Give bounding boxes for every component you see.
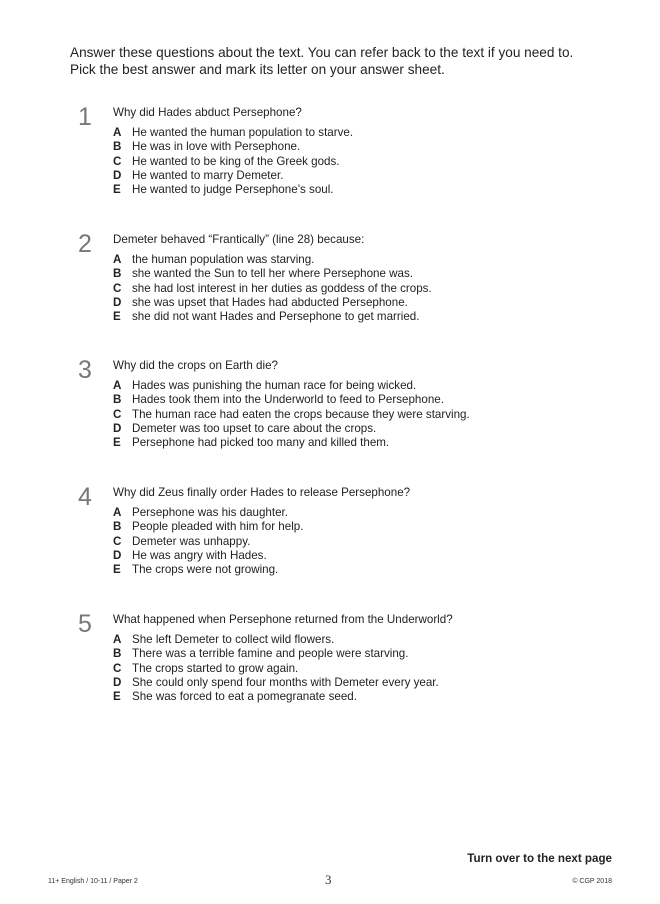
option-letter: C (113, 281, 122, 295)
question-text: Demeter behaved “Frantically” (line 28) because: (113, 233, 365, 246)
option-text: The crops were not growing. (132, 563, 279, 577)
answer-options (113, 506, 303, 577)
option-text: she was upset that Hades had abducted Persephone. (132, 295, 408, 309)
page-number: 3 (325, 872, 332, 887)
option-letter: D (113, 675, 122, 689)
answer-option (113, 126, 353, 140)
option-letter: A (113, 633, 122, 646)
option-text: The crops started to grow again. (132, 661, 299, 675)
option-text: People pleaded with him for help. (132, 520, 304, 534)
answer-option (113, 379, 470, 393)
option-letter: A (113, 253, 122, 266)
answer-options (113, 126, 353, 197)
option-letter: C (113, 661, 122, 675)
option-text: Persephone was his daughter. (132, 506, 288, 519)
instructions-line-2: Pick the best answer and mark its letter on your answer sheet. (70, 62, 445, 77)
option-letter: C (113, 154, 122, 168)
option-text: the human population was starving. (132, 253, 315, 266)
question-text: What happened when Persephone returned from the Underworld? (113, 613, 453, 626)
option-letter: D (113, 548, 122, 562)
question-number: 1 (78, 103, 92, 131)
answer-option (113, 155, 353, 169)
option-letter: D (113, 295, 122, 309)
option-letter: D (113, 421, 122, 435)
instructions-line-1: Answer these questions about the text. You can refer back to the text if you need to. (70, 45, 574, 60)
option-text: Demeter was unhappy. (132, 534, 251, 548)
option-text: Hades was punishing the human race for being wicked. (132, 379, 417, 392)
answer-option (113, 690, 439, 704)
answer-option (113, 393, 470, 407)
option-text: she did not want Hades and Persephone to get married. (132, 310, 420, 324)
option-letter: B (113, 647, 122, 661)
answer-option (113, 520, 303, 534)
copyright: © CGP 2018 (572, 878, 612, 885)
option-letter: E (113, 563, 121, 577)
option-text: He wanted to marry Demeter. (132, 168, 284, 182)
answer-option (113, 169, 353, 183)
option-text: He was angry with Hades. (132, 548, 267, 562)
answer-option (113, 183, 353, 197)
answer-option (113, 647, 439, 661)
answer-option (113, 422, 470, 436)
option-text: Hades took them into the Underworld to feed to Persephone. (132, 393, 444, 407)
question-number: 4 (78, 483, 92, 511)
answer-option (113, 310, 432, 324)
option-letter: D (113, 168, 122, 182)
answer-option (113, 676, 439, 690)
question-text: Why did the crops on Earth die? (113, 359, 278, 372)
option-letter: A (113, 126, 122, 139)
answer-options (113, 379, 470, 450)
option-text: She left Demeter to collect wild flowers. (132, 633, 335, 646)
paper-reference: 11+ English / 10-11 / Paper 2 (48, 878, 138, 885)
option-text: She was forced to eat a pomegranate seed. (132, 690, 357, 704)
option-text: He was in love with Persephone. (132, 140, 301, 154)
question-number: 3 (78, 356, 92, 384)
option-text: There was a terrible famine and people were starving. (132, 647, 409, 661)
option-text: Persephone had picked too many and killed them. (132, 436, 390, 450)
answer-option (113, 282, 432, 296)
answer-option (113, 253, 432, 267)
answer-option (113, 296, 432, 310)
answer-option (113, 436, 470, 450)
option-letter: E (113, 183, 121, 197)
question-text: Why did Zeus finally order Hades to release Persephone? (113, 486, 411, 499)
answer-options (113, 253, 432, 324)
turn-over-note: Turn over to the next page (467, 852, 612, 865)
answer-option (113, 662, 439, 676)
option-letter: A (113, 379, 122, 392)
option-letter: B (113, 140, 122, 154)
instructions (70, 44, 630, 78)
answer-option (113, 549, 303, 563)
option-letter: B (113, 267, 122, 281)
option-text: He wanted to judge Persephone’s soul. (132, 183, 334, 197)
option-letter: E (113, 310, 121, 324)
question-number: 5 (78, 610, 92, 638)
option-text: The human race had eaten the crops because they were starving. (132, 407, 470, 421)
option-letter: C (113, 534, 122, 548)
answer-option (113, 408, 470, 422)
option-text: He wanted the human population to starve. (132, 126, 354, 139)
answer-option (113, 267, 432, 281)
option-letter: C (113, 407, 122, 421)
answer-option (113, 535, 303, 549)
option-letter: E (113, 690, 121, 704)
answer-option (113, 563, 303, 577)
answer-option (113, 506, 303, 520)
answer-option (113, 633, 439, 647)
option-letter: E (113, 436, 121, 450)
question-number: 2 (78, 230, 92, 258)
option-text: She could only spend four months with Demeter every year. (132, 675, 439, 689)
question-text: Why did Hades abduct Persephone? (113, 106, 302, 119)
option-text: Demeter was too upset to care about the crops. (132, 421, 377, 435)
option-text: she wanted the Sun to tell her where Persephone was. (132, 267, 414, 281)
option-letter: B (113, 393, 122, 407)
answer-options (113, 633, 439, 704)
option-text: she had lost interest in her duties as goddess of the crops. (132, 281, 432, 295)
option-text: He wanted to be king of the Greek gods. (132, 154, 340, 168)
option-letter: A (113, 506, 122, 519)
answer-option (113, 140, 353, 154)
option-letter: B (113, 520, 122, 534)
